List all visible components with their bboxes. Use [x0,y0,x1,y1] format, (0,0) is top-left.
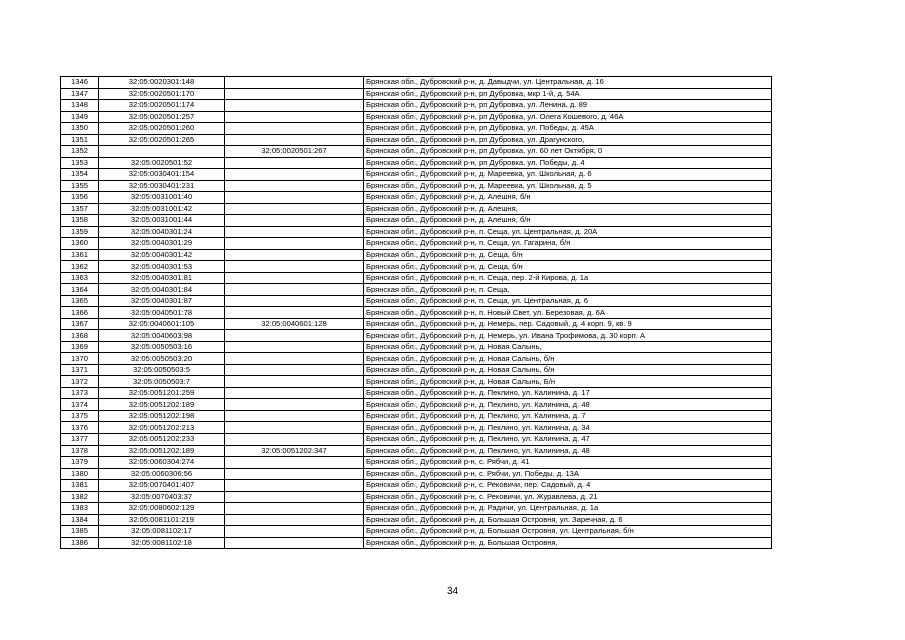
table-row [61,295,772,307]
registry-table-body [61,77,772,549]
address-cell: Брянская обл., Дубровский р-н, д. Радичи, ул. Центральная, д. 1а [364,503,772,515]
row-number-cell: 1364 [61,284,99,296]
related-cadastral-number-cell [225,503,364,515]
table-row [61,376,772,388]
related-cadastral-number-cell [225,203,364,215]
row-number-cell: 1361 [61,249,99,261]
related-cadastral-number-cell [225,123,364,135]
cadastral-number-cell: 32:05:0040603:98 [99,330,225,342]
row-number-cell: 1369 [61,341,99,353]
row-number-cell: 1358 [61,215,99,227]
cadastral-number-cell: 32:05:0040601:105 [99,318,225,330]
address-cell: Брянская обл., Дубровский р-н, рп Дубровка, ул. 60 лет Октября, 0 [364,146,772,158]
address-cell: Брянская обл., Дубровский р-н, д. Сеща, б/н [364,249,772,261]
row-number-cell: 1372 [61,376,99,388]
row-number-cell: 1378 [61,445,99,457]
cadastral-number-cell: 32:05:0040301:24 [99,226,225,238]
table-row [61,272,772,284]
row-number-cell: 1377 [61,433,99,445]
row-number-cell: 1386 [61,537,99,549]
table-row [61,514,772,526]
related-cadastral-number-cell [225,180,364,192]
related-cadastral-number-cell [225,480,364,492]
cadastral-number-cell: 32:05:0051202:233 [99,433,225,445]
row-number-cell: 1363 [61,272,99,284]
row-number-cell: 1382 [61,491,99,503]
address-cell: Брянская обл., Дубровский р-н, д. Новая Салынь, [364,341,772,353]
address-cell: Брянская обл., Дубровский р-н, д. Большая Островня, ул. Заречная, д. 6 [364,514,772,526]
row-number-cell: 1371 [61,364,99,376]
cadastral-number-cell: 32:05:0040301:53 [99,261,225,273]
address-cell: Брянская обл., Дубровский р-н, д. Пеклино, ул. Калинина, д. 7 [364,410,772,422]
cadastral-number-cell: 32:05:0051202:213 [99,422,225,434]
row-number-cell: 1352 [61,146,99,158]
row-number-cell: 1375 [61,410,99,422]
cadastral-number-cell: 32:05:0051202:198 [99,410,225,422]
table-row [61,192,772,204]
related-cadastral-number-cell [225,433,364,445]
address-cell: Брянская обл., Дубровский р-н, п. Сеща, ул. Центральная, д. 20А [364,226,772,238]
table-row [61,238,772,250]
table-row [61,180,772,192]
address-cell: Брянская обл., Дубровский р-н, с. Рябчи, ул. Победы, д. 13А [364,468,772,480]
table-row [61,410,772,422]
cadastral-number-cell: 32:05:0051202:189 [99,445,225,457]
row-number-cell: 1354 [61,169,99,181]
table-row [61,134,772,146]
address-cell: Брянская обл., Дубровский р-н, д. Новая Салынь, б/н [364,353,772,365]
cadastral-number-cell: 32:05:0080602:129 [99,503,225,515]
table-row [61,353,772,365]
table-row [61,433,772,445]
address-cell: Брянская обл., Дубровский р-н, д. Новая Салынь, Б/н [364,376,772,388]
row-number-cell: 1347 [61,88,99,100]
related-cadastral-number-cell [225,111,364,123]
table-row [61,249,772,261]
table-row [61,468,772,480]
row-number-cell: 1355 [61,180,99,192]
address-cell: Брянская обл., Дубровский р-н, д. Большая Островня, [364,537,772,549]
related-cadastral-number-cell [225,387,364,399]
related-cadastral-number-cell [225,341,364,353]
table-row [61,457,772,469]
address-cell: Брянская обл., Дубровский р-н, рп Дубровка, ул. Драгунского, [364,134,772,146]
address-cell: Брянская обл., Дубровский р-н, д. Пеклино, ул. Калинина, д. 48 [364,445,772,457]
address-cell: Брянская обл., Дубровский р-н, рп Дубровка, ул. Победы, д. 4 [364,157,772,169]
address-cell: Брянская обл., Дубровский р-н, д. Пеклино, ул. Калинина, д. 34 [364,422,772,434]
related-cadastral-number-cell [225,238,364,250]
cadastral-number-cell: 32:05:0020301:148 [99,77,225,89]
table-row [61,169,772,181]
address-cell: Брянская обл., Дубровский р-н, д. Мареевка, ул. Школьная, д. 6 [364,169,772,181]
table-row [61,318,772,330]
address-cell: Брянская обл., Дубровский р-н, д. Алешня, б/н [364,192,772,204]
related-cadastral-number-cell [225,410,364,422]
table-row [61,157,772,169]
cadastral-number-cell: 32:05:0040301:42 [99,249,225,261]
row-number-cell: 1349 [61,111,99,123]
table-row [61,203,772,215]
row-number-cell: 1351 [61,134,99,146]
row-number-cell: 1379 [61,457,99,469]
related-cadastral-number-cell [225,157,364,169]
address-cell: Брянская обл., Дубровский р-н, п. Сеща, [364,284,772,296]
cadastral-number-cell: 32:05:0081101:219 [99,514,225,526]
address-cell: Брянская обл., Дубровский р-н, д. Немерь, пер. Садовый, д. 4 корп. 9, кв. 9 [364,318,772,330]
cadastral-number-cell: 32:05:0070401:407 [99,480,225,492]
address-cell: Брянская обл., Дубровский р-н, д. Алешня, [364,203,772,215]
address-cell: Брянская обл., Дубровский р-н, п. Сеща, пер. 2-й Кирова, д. 1а [364,272,772,284]
cadastral-number-cell: 32:05:0040301:84 [99,284,225,296]
related-cadastral-number-cell: 32:05:0051202:347 [225,445,364,457]
cadastral-number-cell: 32:05:0040301:87 [99,295,225,307]
row-number-cell: 1359 [61,226,99,238]
related-cadastral-number-cell [225,169,364,181]
row-number-cell: 1362 [61,261,99,273]
table-row [61,526,772,538]
row-number-cell: 1384 [61,514,99,526]
related-cadastral-number-cell [225,295,364,307]
row-number-cell: 1380 [61,468,99,480]
address-cell: Брянская обл., Дубровский р-н, с. Рековичи, пер. Садовый, д. 4 [364,480,772,492]
address-cell: Брянская обл., Дубровский р-н, д. Сеща, б/н [364,261,772,273]
table-row [61,146,772,158]
row-number-cell: 1368 [61,330,99,342]
related-cadastral-number-cell [225,422,364,434]
row-number-cell: 1353 [61,157,99,169]
related-cadastral-number-cell [225,249,364,261]
address-cell: Брянская обл., Дубровский р-н, д. Алешня, б/н [364,215,772,227]
cadastral-number-cell: 32:05:0040501:78 [99,307,225,319]
registry-table [60,76,772,549]
cadastral-number-cell: 32:05:0031001:44 [99,215,225,227]
address-cell: Брянская обл., Дубровский р-н, д. Давыдчи, ул. Центральная, д. 16 [364,77,772,89]
related-cadastral-number-cell [225,353,364,365]
cadastral-number-cell: 32:05:0060304:274 [99,457,225,469]
row-number-cell: 1357 [61,203,99,215]
related-cadastral-number-cell [225,330,364,342]
cadastral-number-cell: 32:05:0020501:174 [99,100,225,112]
related-cadastral-number-cell [225,399,364,411]
related-cadastral-number-cell [225,261,364,273]
table-row [61,123,772,135]
related-cadastral-number-cell [225,100,364,112]
address-cell: Брянская обл., Дубровский р-н, д. Немерь, ул. Ивана Трофимова, д. 30 корп. А [364,330,772,342]
row-number-cell: 1385 [61,526,99,538]
related-cadastral-number-cell [225,272,364,284]
row-number-cell: 1366 [61,307,99,319]
table-row [61,100,772,112]
table-row [61,284,772,296]
row-number-cell: 1370 [61,353,99,365]
cadastral-number-cell: 32:05:0031001:40 [99,192,225,204]
cadastral-number-cell: 32:05:0030401:231 [99,180,225,192]
row-number-cell: 1381 [61,480,99,492]
cadastral-number-cell: 32:05:0050503:5 [99,364,225,376]
address-cell: Брянская обл., Дубровский р-н, д. Пеклино, ул. Калинина, д. 17 [364,387,772,399]
row-number-cell: 1383 [61,503,99,515]
address-cell: Брянская обл., Дубровский р-н, рп Дубровка, мкр 1-й, д. 54А [364,88,772,100]
address-cell: Брянская обл., Дубровский р-н, д. Большая Островня, ул. Центральная, б/н [364,526,772,538]
table-row [61,215,772,227]
table-row [61,77,772,89]
cadastral-number-cell: 32:05:0070403:37 [99,491,225,503]
related-cadastral-number-cell [225,88,364,100]
related-cadastral-number-cell [225,134,364,146]
row-number-cell: 1376 [61,422,99,434]
address-cell: Брянская обл., Дубровский р-н, д. Мареевка, ул. Школьная, д. 5 [364,180,772,192]
address-cell: Брянская обл., Дубровский р-н, д. Пеклино, ул. Калинина, д. 48 [364,399,772,411]
page-number: 34 [446,586,459,597]
address-cell: Брянская обл., Дубровский р-н, с. Рябчи, д. 41 [364,457,772,469]
related-cadastral-number-cell [225,307,364,319]
address-cell: Брянская обл., Дубровский р-н, д. Пеклино, ул. Калинина, д. 47 [364,433,772,445]
cadastral-number-cell: 32:05:0051202:189 [99,399,225,411]
row-number-cell: 1356 [61,192,99,204]
related-cadastral-number-cell [225,457,364,469]
cadastral-number-cell: 32:05:0081102:17 [99,526,225,538]
row-number-cell: 1374 [61,399,99,411]
related-cadastral-number-cell [225,364,364,376]
address-cell: Брянская обл., Дубровский р-н, п. Сеща, ул. Центральная, д. 6 [364,295,772,307]
row-number-cell: 1365 [61,295,99,307]
address-cell: Брянская обл., Дубровский р-н, рп Дубровка, ул. Ленина, д. 89 [364,100,772,112]
cadastral-number-cell: 32:05:0040301:81 [99,272,225,284]
table-row [61,537,772,549]
cadastral-number-cell: 32:05:0020501:170 [99,88,225,100]
table-row [61,226,772,238]
table-row [61,387,772,399]
related-cadastral-number-cell [225,491,364,503]
row-number-cell: 1367 [61,318,99,330]
table-row [61,364,772,376]
cadastral-number-cell: 32:05:0050503:7 [99,376,225,388]
table-row [61,111,772,123]
row-number-cell: 1350 [61,123,99,135]
related-cadastral-number-cell [225,215,364,227]
related-cadastral-number-cell: 32:05:0020501:267 [225,146,364,158]
cadastral-number-cell: 32:05:0040301:29 [99,238,225,250]
related-cadastral-number-cell [225,192,364,204]
row-number-cell: 1346 [61,77,99,89]
cadastral-number-cell: 32:05:0051201:259 [99,387,225,399]
cadastral-number-cell: 32:05:0030401:154 [99,169,225,181]
cadastral-number-cell: 32:05:0050503:16 [99,341,225,353]
table-row [61,491,772,503]
table-row [61,261,772,273]
related-cadastral-number-cell [225,284,364,296]
table-row [61,422,772,434]
row-number-cell: 1373 [61,387,99,399]
table-row [61,341,772,353]
table-row [61,503,772,515]
cadastral-number-cell: 32:05:0020501:257 [99,111,225,123]
address-cell: Брянская обл., Дубровский р-н, п. Новый Свет, ул. Березовая, д. 6А [364,307,772,319]
cadastral-number-cell: 32:05:0081102:18 [99,537,225,549]
cadastral-number-cell: 32:05:0020501:260 [99,123,225,135]
related-cadastral-number-cell [225,537,364,549]
cadastral-number-cell: 32:05:0020501:52 [99,157,225,169]
related-cadastral-number-cell: 32:05:0040601:128 [225,318,364,330]
cadastral-number-cell: 32:05:0060306:56 [99,468,225,480]
related-cadastral-number-cell [225,77,364,89]
related-cadastral-number-cell [225,468,364,480]
related-cadastral-number-cell [225,226,364,238]
cadastral-number-cell [99,146,225,158]
cadastral-number-cell: 32:05:0050503:20 [99,353,225,365]
table-row [61,399,772,411]
address-cell: Брянская обл., Дубровский р-н, рп Дубровка, ул. Олега Кошевого, д. 46А [364,111,772,123]
related-cadastral-number-cell [225,376,364,388]
table-row [61,480,772,492]
address-cell: Брянская обл., Дубровский р-н, с. Рековичи, ул. Журавлева, д. 21 [364,491,772,503]
address-cell: Брянская обл., Дубровский р-н, п. Сеща, ул. Гагарина, б/н [364,238,772,250]
cadastral-number-cell: 32:05:0031001:42 [99,203,225,215]
row-number-cell: 1360 [61,238,99,250]
related-cadastral-number-cell [225,526,364,538]
table-row [61,88,772,100]
table-row [61,307,772,319]
related-cadastral-number-cell [225,514,364,526]
cadastral-number-cell: 32:05:0020501:265 [99,134,225,146]
table-row [61,445,772,457]
table-row [61,330,772,342]
address-cell: Брянская обл., Дубровский р-н, д. Новая Салынь, б/н [364,364,772,376]
row-number-cell: 1348 [61,100,99,112]
address-cell: Брянская обл., Дубровский р-н, рп Дубровка, ул. Победы, д. 45А [364,123,772,135]
